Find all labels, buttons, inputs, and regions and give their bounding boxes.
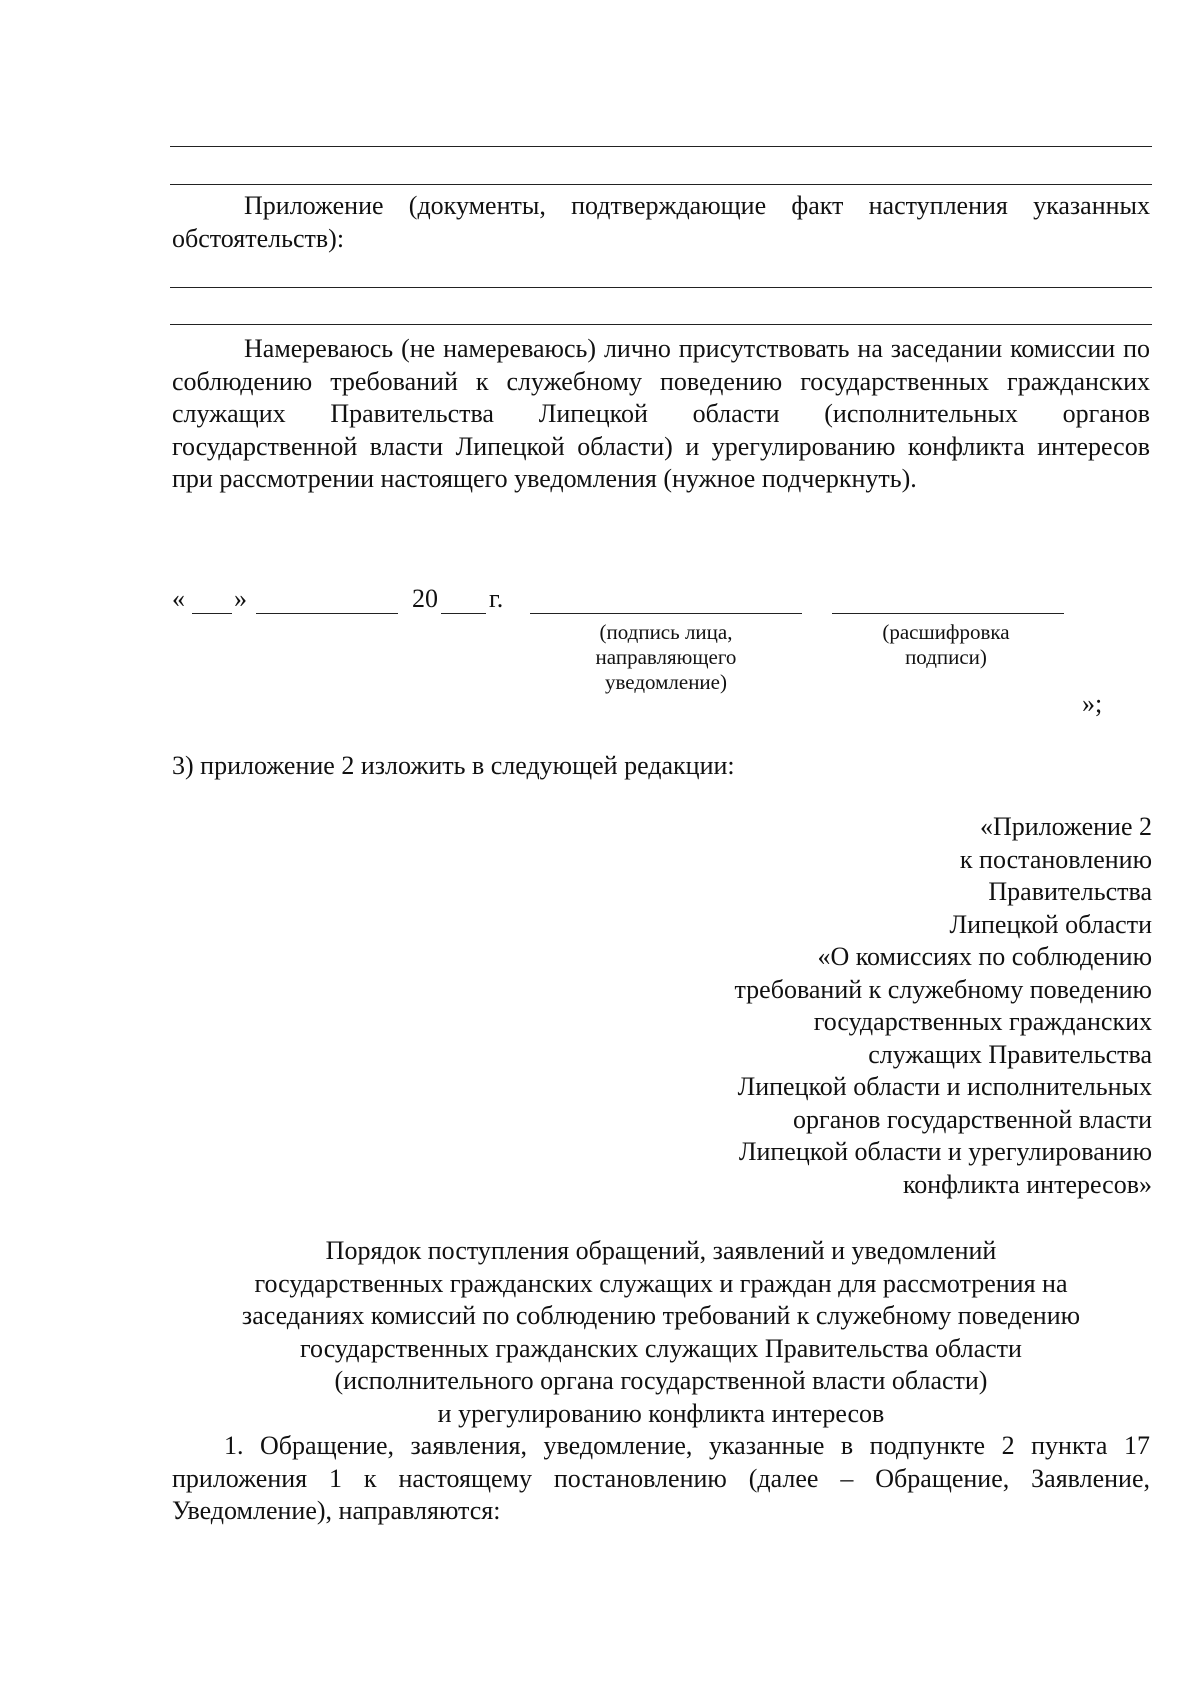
- year-suffix: г.: [489, 584, 504, 613]
- procedure-title-line: государственных гражданских служащих и граждан для рассмотрения на: [254, 1268, 1068, 1298]
- fill-in-line: [170, 184, 1152, 185]
- annex-header-line: служащих Правительства: [868, 1039, 1152, 1069]
- annex-header-line: к постановлению: [959, 844, 1152, 874]
- fill-in-line: [170, 324, 1152, 325]
- annex-header: [552, 811, 1152, 1201]
- annex-header-line: органов государственной власти: [793, 1104, 1152, 1134]
- procedure-title-line: и урегулированию конфликта интересов: [437, 1398, 885, 1428]
- annex-header-line: Липецкой области и урегулированию: [738, 1137, 1152, 1166]
- annex-header-line: «Приложение 2: [979, 812, 1152, 841]
- year-prefix: 20: [412, 584, 438, 613]
- procedure-title-line: государственных гражданских служащих Правительства области: [300, 1333, 1022, 1363]
- date-open-quote: «: [172, 584, 185, 613]
- annex-header-line: конфликта интересов»: [902, 1169, 1152, 1199]
- annex-header-line: государственных гражданских: [813, 1007, 1152, 1036]
- signature-caption: (подпись лица, направляющего уведомление): [595, 620, 737, 694]
- date-close-quote: »: [234, 584, 247, 613]
- day-blank: [192, 613, 232, 614]
- annex-header-line: Липецкой области и исполнительных: [737, 1072, 1152, 1101]
- annex-header-line: Липецкой области: [949, 909, 1152, 939]
- annex-header-line: «О комиссиях по соблюдению: [817, 942, 1152, 971]
- month-blank: [256, 613, 398, 614]
- year-blank: [441, 613, 486, 614]
- signature-blank: [530, 613, 802, 614]
- annex-header-line: требований к служебному поведению: [734, 974, 1152, 1004]
- fill-in-line: [170, 287, 1152, 288]
- item-3-text: 3) приложение 2 изложить в следующей редакции:: [172, 751, 735, 780]
- procedure-title-line: (исполнительного органа государственной власти области): [334, 1366, 988, 1395]
- point-1-paragraph: 1. Обращение, заявления, уведомление, указанные в подпункте 2 пункта 17 приложения 1 к настоящему постановлению (далее – Обращение, Заявление, Уведомление), направляются:: [172, 1431, 1150, 1525]
- procedure-title-line: Порядок поступления обращений, заявлений и уведомлений: [325, 1236, 997, 1265]
- intent-paragraph: Намереваюсь (не намереваюсь) лично присутствовать на заседании комиссии по соблюдению требований к служебному поведению государственных гражданских служащих Правительства Липецкой области (исполнительных органов государственной власти Липецкой области) и урегулированию конфликта интересов при рассмотрении настоящего уведомления (нужное подчеркнуть).: [172, 334, 1150, 493]
- appendix-paragraph: Приложение (документы, подтверждающие факт наступления указанных обстоятельств):: [172, 191, 1150, 253]
- procedure-title: [172, 1235, 1150, 1430]
- annex-header-line: Правительства: [988, 877, 1152, 906]
- fill-in-line: [170, 146, 1152, 147]
- decoding-caption: (расшифровка подписи): [882, 620, 1010, 669]
- closing-mark: »;: [1082, 689, 1103, 718]
- procedure-title-line: заседаниях комиссий по соблюдению требований к служебному поведению: [241, 1301, 1081, 1330]
- decoding-blank: [832, 613, 1064, 614]
